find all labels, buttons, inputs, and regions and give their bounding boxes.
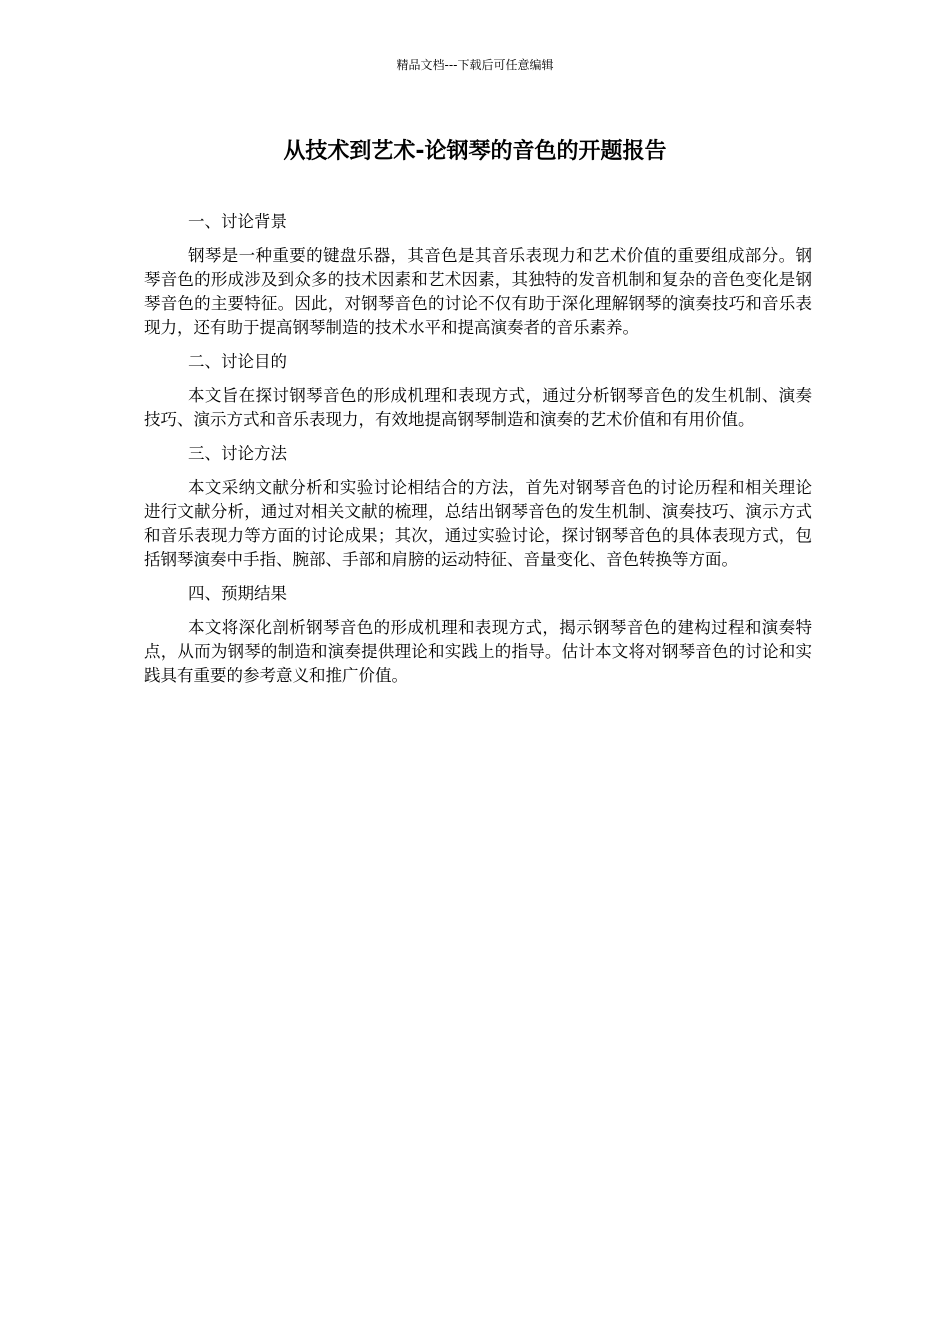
section-paragraph-method: 本文采纳文献分析和实验讨论相结合的方法，首先对钢琴音色的讨论历程和相关理论进行文献分析，通过对相关文献的梳理，总结出钢琴音色的发生机制、演奏技巧、演示方式和音乐表现力等方面的讨论成果；其次，通过实验讨论，探讨钢琴音色的具体表现方式，包括钢琴演奏中手指、腕部、手部和肩膀的运动特征、音量变化、音色转换等方面。 <box>144 478 812 569</box>
section-paragraph-purpose: 本文旨在探讨钢琴音色的形成机理和表现方式，通过分析钢琴音色的发生机制、演奏技巧、演示方式和音乐表现力，有效地提高钢琴制造和演奏的艺术价值和有用价值。 <box>144 386 812 429</box>
section-paragraph-background: 钢琴是一种重要的键盘乐器，其音色是其音乐表现力和艺术价值的重要组成部分。钢琴音色的形成涉及到众多的技术因素和艺术因素，其独特的发音机制和复杂的音色变化是钢琴音色的主要特征。因此，对钢琴音色的讨论不仅有助于深化理解钢琴的演奏技巧和音乐表现力，还有助于提高钢琴制造的技术水平和提高演奏者的音乐素养。 <box>144 246 812 337</box>
section-heading-method: 三、讨论方法 <box>188 444 287 463</box>
document-body <box>144 210 812 698</box>
section-heading-expected-results: 四、预期结果 <box>188 584 287 603</box>
document-title: 从技术到艺术-论钢琴的音色的开题报告 <box>283 139 667 164</box>
section-paragraph-expected-results: 本文将深化剖析钢琴音色的形成机理和表现方式，揭示钢琴音色的建构过程和演奏特点，从而为钢琴的制造和演奏提供理论和实践上的指导。估计本文将对钢琴音色的讨论和实践具有重要的参考意义和推广价值。 <box>144 618 812 685</box>
section-heading-background: 一、讨论背景 <box>188 212 287 231</box>
section-heading-purpose: 二、讨论目的 <box>188 352 287 371</box>
header-note: 精品文档---下载后可任意编辑 <box>396 58 554 72</box>
